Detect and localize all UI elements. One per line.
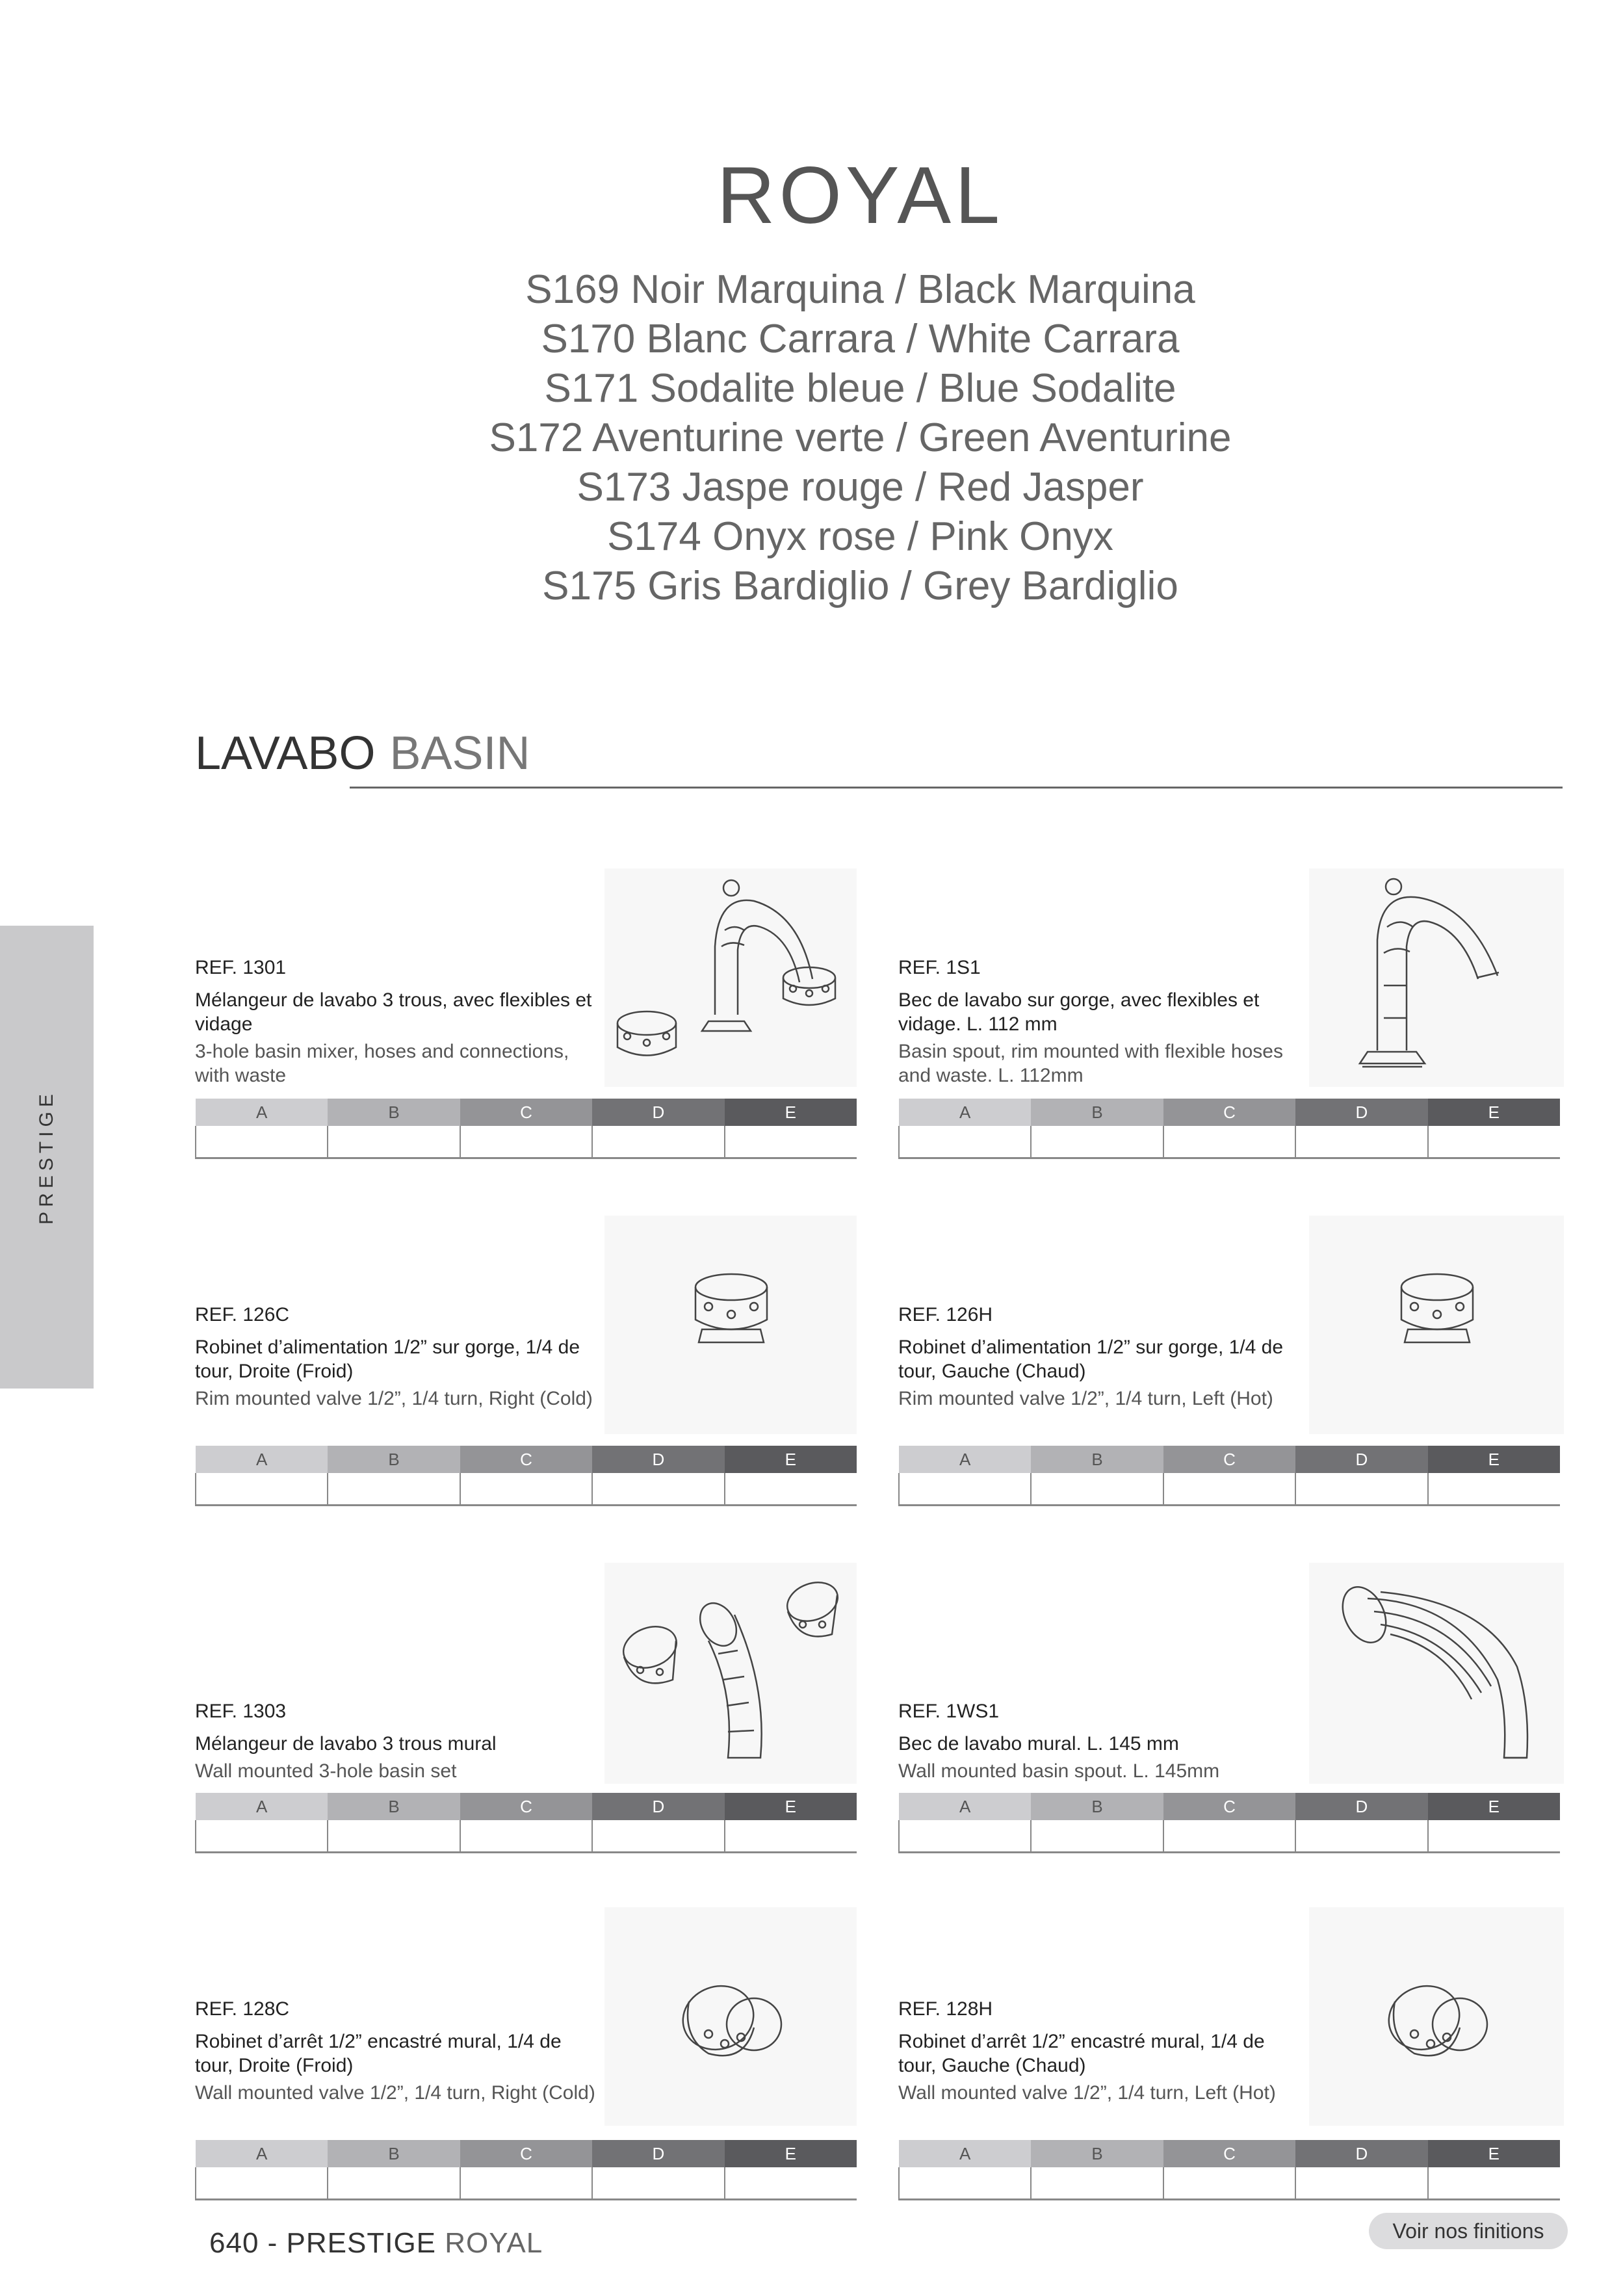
finish-cell <box>1163 1126 1295 1158</box>
section-title-fr: LAVABO <box>195 727 376 779</box>
finish-header: E <box>1428 1793 1560 1820</box>
finish-cell <box>592 1820 724 1853</box>
finish-header: E <box>1428 1446 1560 1473</box>
finish-header: C <box>460 2140 592 2167</box>
finish-header: A <box>196 1446 328 1473</box>
finish-header: A <box>899 1099 1031 1126</box>
finish-header: A <box>899 1446 1031 1473</box>
finish-header: D <box>1295 1793 1427 1820</box>
finish-cell <box>725 1126 857 1158</box>
product-desc-en: 3-hole basin mixer, hoses and connections, with waste <box>195 1041 569 1086</box>
product-desc-fr: Robinet d’alimentation 1/2” sur gorge, 1/4 de tour, Droite (Froid) <box>195 1337 580 1382</box>
ref-label: REF. <box>195 1304 238 1325</box>
finish-cell <box>725 2167 857 2200</box>
finish-header: C <box>1163 1793 1295 1820</box>
page-number: 640 <box>209 2227 259 2259</box>
finish-header: B <box>1031 1446 1163 1473</box>
ref-label: REF. <box>898 1701 941 1722</box>
finish-header: A <box>899 1793 1031 1820</box>
finish-header: A <box>899 2140 1031 2167</box>
finish-table <box>195 2140 857 2200</box>
ref-code: 126C <box>242 1304 290 1325</box>
finish-cell <box>1428 1126 1560 1158</box>
finish-header: A <box>196 2140 328 2167</box>
finish-cell <box>592 1473 724 1506</box>
finish-cell <box>196 1126 328 1158</box>
finish-table <box>195 1099 857 1159</box>
finish-table <box>195 1793 857 1853</box>
finish-header: E <box>725 1446 857 1473</box>
product-desc-en: Basin spout, rim mounted with flexible hoses and waste. L. 112mm <box>898 1041 1283 1086</box>
finish-cell <box>196 1820 328 1853</box>
finish-header: B <box>328 1099 460 1126</box>
finish-cell <box>1295 1820 1427 1853</box>
rim-valve-drawing <box>604 1216 857 1434</box>
finish-cell <box>328 1473 460 1506</box>
material-item: S174 Onyx rose / Pink Onyx <box>607 514 1113 559</box>
finish-header: E <box>725 1099 857 1126</box>
ref-code: 128H <box>946 1998 993 2020</box>
section-heading <box>195 727 530 780</box>
finish-header: B <box>1031 1793 1163 1820</box>
finish-cell <box>1031 1820 1163 1853</box>
product-desc-fr: Bec de lavabo mural. L. 145 mm <box>898 1733 1179 1755</box>
finish-cell <box>1163 1473 1295 1506</box>
material-item: S171 Sodalite bleue / Blue Sodalite <box>544 366 1176 411</box>
3-hole-mixer-drawing <box>604 868 857 1087</box>
material-item: S173 Jaspe rouge / Red Jasper <box>577 465 1144 510</box>
finish-cell <box>328 1820 460 1853</box>
finish-header: B <box>328 1793 460 1820</box>
finish-cell <box>899 1473 1031 1506</box>
side-tab-label: PRESTIGE <box>36 1089 57 1225</box>
product-desc-fr: Mélangeur de lavabo 3 trous mural <box>195 1733 497 1755</box>
finish-header: C <box>460 1099 592 1126</box>
ref-code: 1WS1 <box>946 1701 1000 1722</box>
ref-label: REF. <box>195 1998 238 2020</box>
product-desc-en: Wall mounted valve 1/2”, 1/4 turn, Left (Hot) <box>898 2082 1276 2104</box>
finish-cell <box>1031 1126 1163 1158</box>
finish-table <box>898 1446 1560 1506</box>
finish-cell <box>1428 1473 1560 1506</box>
product-desc-en: Rim mounted valve 1/2”, 1/4 turn, Right (Cold) <box>195 1388 593 1409</box>
finish-cell <box>460 1126 592 1158</box>
finish-header: D <box>592 1099 724 1126</box>
finish-header: C <box>1163 2140 1295 2167</box>
ref-label: REF. <box>898 1304 941 1325</box>
finish-cell <box>328 1126 460 1158</box>
wall-valve-drawing <box>1309 1907 1564 2126</box>
wall-spout-drawing <box>1309 1563 1564 1784</box>
finish-header: D <box>592 2140 724 2167</box>
finish-table <box>898 1099 1560 1159</box>
finish-cell <box>592 2167 724 2200</box>
finish-header: D <box>1295 1446 1427 1473</box>
product-desc-en: Wall mounted valve 1/2”, 1/4 turn, Right (Cold) <box>195 2082 595 2104</box>
wall-mixer-drawing <box>604 1563 857 1784</box>
material-item: S172 Aventurine verte / Green Aventurine <box>489 415 1232 460</box>
finish-cell <box>1428 2167 1560 2200</box>
footer-collection: PRESTIGE <box>286 2227 437 2259</box>
finish-table <box>195 1446 857 1506</box>
finish-cell <box>725 1820 857 1853</box>
ref-code: 1301 <box>242 957 287 978</box>
finish-header: D <box>592 1793 724 1820</box>
finish-cell <box>460 2167 592 2200</box>
see-finishes-button[interactable]: Voir nos finitions <box>1369 2213 1568 2249</box>
finish-header: E <box>725 2140 857 2167</box>
page-footer <box>209 2227 543 2260</box>
finish-header: B <box>1031 1099 1163 1126</box>
finish-cell <box>899 1820 1031 1853</box>
finish-header: A <box>196 1793 328 1820</box>
ref-label: REF. <box>195 957 238 978</box>
product-desc-fr: Robinet d’arrêt 1/2” encastré mural, 1/4 de tour, Droite (Froid) <box>195 2031 562 2076</box>
section-divider <box>350 787 1563 789</box>
wall-valve-drawing <box>604 1907 857 2126</box>
ref-code: 128C <box>242 1998 290 2020</box>
finish-cell <box>1295 1126 1427 1158</box>
footer-separator: - <box>259 2227 287 2259</box>
finish-header: B <box>1031 2140 1163 2167</box>
product-desc-en: Rim mounted valve 1/2”, 1/4 turn, Left (Hot) <box>898 1388 1273 1409</box>
finish-cell <box>899 2167 1031 2200</box>
material-item: S170 Blanc Carrara / White Carrara <box>541 317 1180 361</box>
ref-code: 126H <box>946 1304 993 1325</box>
finish-cell <box>1428 1820 1560 1853</box>
product-desc-en: Wall mounted basin spout. L. 145mm <box>898 1760 1220 1782</box>
ref-label: REF. <box>195 1701 238 1722</box>
finish-header: C <box>460 1446 592 1473</box>
product-desc-en: Wall mounted 3-hole basin set <box>195 1760 457 1782</box>
finish-cell <box>328 2167 460 2200</box>
finish-header: E <box>725 1793 857 1820</box>
finish-cell <box>1031 1473 1163 1506</box>
finish-cell <box>460 1820 592 1853</box>
finish-cell <box>1295 2167 1427 2200</box>
finish-table <box>898 2140 1560 2200</box>
finish-cell <box>1163 2167 1295 2200</box>
finish-header: D <box>1295 2140 1427 2167</box>
side-tab <box>0 926 94 1389</box>
finish-cell <box>1295 1473 1427 1506</box>
rim-valve-drawing <box>1309 1216 1564 1434</box>
section-title-en: BASIN <box>389 727 530 779</box>
finish-header: C <box>1163 1099 1295 1126</box>
footer-name: ROYAL <box>445 2227 543 2259</box>
material-item: S169 Noir Marquina / Black Marquina <box>525 267 1195 312</box>
finish-cell <box>1031 2167 1163 2200</box>
materials-list <box>0 265 1623 611</box>
product-desc-fr: Robinet d’arrêt 1/2” encastré mural, 1/4 de tour, Gauche (Chaud) <box>898 2031 1265 2076</box>
finish-header: E <box>1428 1099 1560 1126</box>
finish-cell <box>725 1473 857 1506</box>
product-desc-fr: Robinet d’alimentation 1/2” sur gorge, 1/4 de tour, Gauche (Chaud) <box>898 1337 1284 1382</box>
basin-spout-drawing <box>1309 868 1564 1087</box>
ref-label: REF. <box>898 957 941 978</box>
material-item: S175 Gris Bardiglio / Grey Bardiglio <box>542 564 1178 608</box>
finish-cell <box>592 1126 724 1158</box>
finish-cell <box>899 1126 1031 1158</box>
finish-table <box>898 1793 1560 1853</box>
finish-header: B <box>328 1446 460 1473</box>
finish-header: A <box>196 1099 328 1126</box>
finish-header: B <box>328 2140 460 2167</box>
finish-header: C <box>1163 1446 1295 1473</box>
product-desc-fr: Bec de lavabo sur gorge, avec flexibles et vidage. L. 112 mm <box>898 989 1260 1035</box>
finish-cell <box>196 2167 328 2200</box>
product-desc-fr: Mélangeur de lavabo 3 trous, avec flexibles et vidage <box>195 989 592 1035</box>
finish-header: E <box>1428 2140 1560 2167</box>
ref-label: REF. <box>898 1998 941 2020</box>
finish-header: C <box>460 1793 592 1820</box>
finish-cell <box>196 1473 328 1506</box>
page-title: ROYAL <box>716 151 1004 241</box>
ref-code: 1303 <box>242 1701 287 1722</box>
ref-code: 1S1 <box>946 957 981 978</box>
finish-header: D <box>1295 1099 1427 1126</box>
finish-cell <box>1163 1820 1295 1853</box>
finish-header: D <box>592 1446 724 1473</box>
finish-cell <box>460 1473 592 1506</box>
